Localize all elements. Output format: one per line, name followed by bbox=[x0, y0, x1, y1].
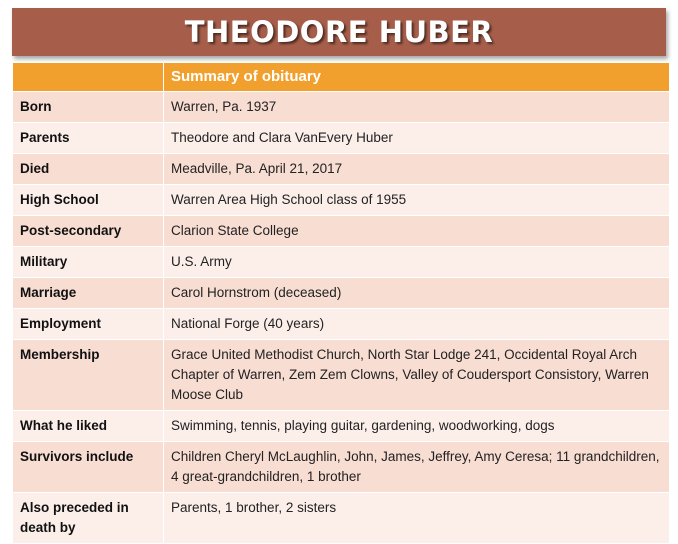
table-header-row bbox=[13, 63, 670, 92]
table-row bbox=[13, 185, 670, 216]
row-value: National Forge (40 years) bbox=[164, 309, 670, 340]
row-label: What he liked bbox=[13, 411, 164, 442]
row-value: Clarion State College bbox=[164, 216, 670, 247]
table-row bbox=[13, 123, 670, 154]
row-label: High School bbox=[13, 185, 164, 216]
table-body bbox=[13, 92, 670, 544]
table-header-cell-summary: Summary of obituary bbox=[164, 63, 670, 92]
obituary-summary-table-container bbox=[12, 62, 669, 544]
row-label: Marriage bbox=[13, 278, 164, 309]
table-row bbox=[13, 340, 670, 411]
row-label: Membership bbox=[13, 340, 164, 411]
page-title: THEODORE HUBER bbox=[184, 15, 494, 49]
table-row bbox=[13, 154, 670, 185]
obituary-summary-table bbox=[12, 62, 670, 544]
table-row bbox=[13, 411, 670, 442]
table-row bbox=[13, 216, 670, 247]
row-value: U.S. Army bbox=[164, 247, 670, 278]
row-label: Also preceded in death by bbox=[13, 493, 164, 544]
table-row bbox=[13, 278, 670, 309]
row-label: Survivors include bbox=[13, 442, 164, 493]
row-value: Warren Area High School class of 1955 bbox=[164, 185, 670, 216]
row-value: Warren, Pa. 1937 bbox=[164, 92, 670, 123]
table-row bbox=[13, 309, 670, 340]
row-label: Died bbox=[13, 154, 164, 185]
row-value: Children Cheryl McLaughlin, John, James, Jeffrey, Amy Ceresa; 11 grandchildren, 4 great-grandchildren, 1 brother bbox=[164, 442, 670, 493]
row-value: Swimming, tennis, playing guitar, gardening, woodworking, dogs bbox=[164, 411, 670, 442]
row-value: Parents, 1 brother, 2 sisters bbox=[164, 493, 670, 544]
row-label: Military bbox=[13, 247, 164, 278]
row-value: Grace United Methodist Church, North Star Lodge 241, Occidental Royal Arch Chapter of Warren, Zem Zem Clowns, Valley of Coudersport Consistory, Warren Moose Club bbox=[164, 340, 670, 411]
row-label: Parents bbox=[13, 123, 164, 154]
row-value: Meadville, Pa. April 21, 2017 bbox=[164, 154, 670, 185]
row-label: Born bbox=[13, 92, 164, 123]
row-value: Theodore and Clara VanEvery Huber bbox=[164, 123, 670, 154]
table-header-cell-label bbox=[13, 63, 164, 92]
table-row bbox=[13, 493, 670, 544]
row-label: Employment bbox=[13, 309, 164, 340]
title-banner bbox=[12, 8, 666, 56]
table-row bbox=[13, 442, 670, 493]
row-label: Post-secondary bbox=[13, 216, 164, 247]
row-value: Carol Hornstrom (deceased) bbox=[164, 278, 670, 309]
table-row bbox=[13, 247, 670, 278]
table-row bbox=[13, 92, 670, 123]
